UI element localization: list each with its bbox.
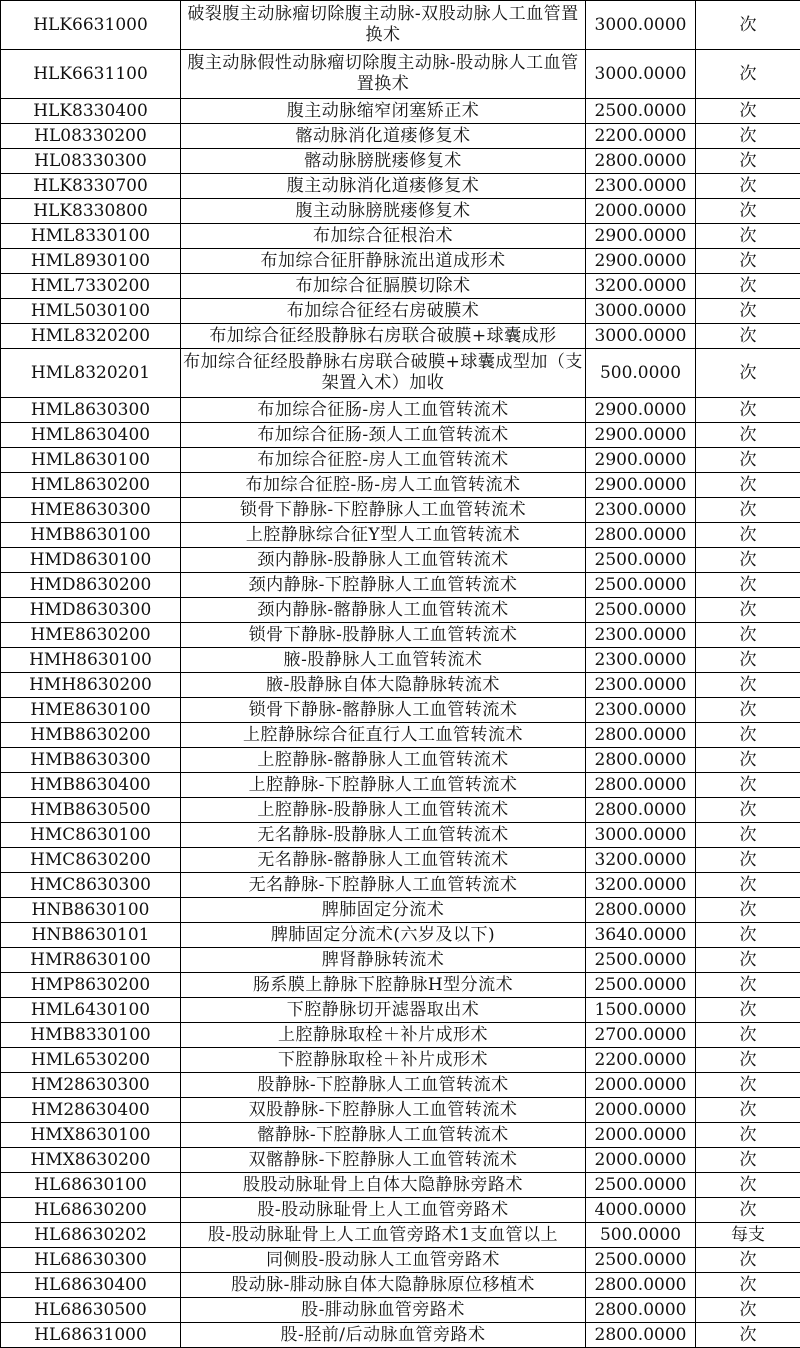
item-name-cell: 股-胫前/后动脉血管旁路术 — [181, 1323, 586, 1348]
item-name-cell: 无名静脉-股静脉人工血管转流术 — [181, 823, 586, 848]
table-row — [1, 398, 800, 423]
table-row — [1, 1223, 800, 1248]
item-name-cell: 颈内静脉-股静脉人工血管转流术 — [181, 548, 586, 573]
item-name-cell: 股-股动脉耻骨上人工血管旁路术1支血管以上 — [181, 1223, 586, 1248]
item-name-cell: 股-股动脉耻骨上人工血管旁路术 — [181, 1198, 586, 1223]
table-row — [1, 598, 800, 623]
item-name-cell: 锁骨下静脉-髂静脉人工血管转流术 — [181, 698, 586, 723]
item-code-cell: HLK6631100 — [1, 50, 181, 99]
item-price-cell: 2800.0000 — [586, 1298, 696, 1323]
table-row — [1, 923, 800, 948]
item-code-cell: HL68630202 — [1, 1223, 181, 1248]
item-name-cell: 腋-股静脉人工血管转流术 — [181, 648, 586, 673]
table-row — [1, 573, 800, 598]
table-row — [1, 149, 800, 174]
item-unit-cell: 次 — [696, 299, 800, 324]
item-code-cell: HML8930100 — [1, 249, 181, 274]
item-code-cell: HMD8630100 — [1, 548, 181, 573]
item-unit-cell: 次 — [696, 1298, 800, 1323]
item-price-cell: 3000.0000 — [586, 50, 696, 99]
item-name-cell: 腹主动脉消化道瘘修复术 — [181, 174, 586, 199]
item-unit-cell: 次 — [696, 1323, 800, 1348]
item-price-cell: 2000.0000 — [586, 1123, 696, 1148]
item-price-cell: 2700.0000 — [586, 1023, 696, 1048]
item-unit-cell: 次 — [696, 1173, 800, 1198]
table-row — [1, 723, 800, 748]
item-code-cell: HML8630300 — [1, 398, 181, 423]
item-name-cell: 下腔静脉切开滤器取出术 — [181, 998, 586, 1023]
item-name-cell: 脾肺固定分流术 — [181, 898, 586, 923]
item-code-cell: HME8630200 — [1, 623, 181, 648]
item-price-cell: 2000.0000 — [586, 1073, 696, 1098]
item-price-cell: 2800.0000 — [586, 523, 696, 548]
item-unit-cell: 次 — [696, 573, 800, 598]
item-name-cell: 布加综合征根治术 — [181, 224, 586, 249]
table-row — [1, 1023, 800, 1048]
table-row — [1, 124, 800, 149]
item-unit-cell: 次 — [696, 1048, 800, 1073]
item-unit-cell: 次 — [696, 174, 800, 199]
item-price-cell: 2800.0000 — [586, 149, 696, 174]
item-unit-cell: 次 — [696, 349, 800, 398]
table-row — [1, 1048, 800, 1073]
item-price-cell: 2000.0000 — [586, 1148, 696, 1173]
item-price-cell: 2500.0000 — [586, 948, 696, 973]
item-price-cell: 2800.0000 — [586, 798, 696, 823]
item-unit-cell: 次 — [696, 423, 800, 448]
item-unit-cell: 次 — [696, 923, 800, 948]
item-unit-cell: 次 — [696, 1073, 800, 1098]
item-price-cell: 3000.0000 — [586, 823, 696, 848]
item-code-cell: HMR8630100 — [1, 948, 181, 973]
table-row — [1, 1323, 800, 1348]
item-name-cell: 颈内静脉-下腔静脉人工血管转流术 — [181, 573, 586, 598]
item-name-cell: 上腔静脉取栓＋补片成形术 — [181, 1023, 586, 1048]
item-code-cell: HMB8630500 — [1, 798, 181, 823]
item-name-cell: 脾肺固定分流术(六岁及以下) — [181, 923, 586, 948]
item-unit-cell: 次 — [696, 523, 800, 548]
item-name-cell: 锁骨下静脉-股静脉人工血管转流术 — [181, 623, 586, 648]
table-row — [1, 423, 800, 448]
item-price-cell: 500.0000 — [586, 1223, 696, 1248]
item-name-cell: 股-腓动脉血管旁路术 — [181, 1298, 586, 1323]
table-row — [1, 1273, 800, 1298]
item-code-cell: HML8320200 — [1, 324, 181, 349]
item-code-cell: HML7330200 — [1, 274, 181, 299]
item-name-cell: 股动脉-腓动脉自体大隐静脉原位移植术 — [181, 1273, 586, 1298]
item-unit-cell: 次 — [696, 898, 800, 923]
item-code-cell: HNB8630101 — [1, 923, 181, 948]
item-code-cell: HML8330100 — [1, 224, 181, 249]
item-price-cell: 2500.0000 — [586, 548, 696, 573]
table-row — [1, 199, 800, 224]
table-row — [1, 1298, 800, 1323]
item-name-cell: 髂静脉-下腔静脉人工血管转流术 — [181, 1123, 586, 1148]
item-code-cell: HMB8630400 — [1, 773, 181, 798]
table-row — [1, 299, 800, 324]
item-name-cell: 同侧股-股动脉人工血管旁路术 — [181, 1248, 586, 1273]
item-price-cell: 4000.0000 — [586, 1198, 696, 1223]
item-unit-cell: 次 — [696, 498, 800, 523]
item-unit-cell: 次 — [696, 448, 800, 473]
item-code-cell: HMH8630200 — [1, 673, 181, 698]
table-row — [1, 1123, 800, 1148]
item-unit-cell: 每支 — [696, 1223, 800, 1248]
table-row — [1, 249, 800, 274]
item-name-cell: 腹主动脉缩窄闭塞矫正术 — [181, 99, 586, 124]
item-name-cell: 腹主动脉假性动脉瘤切除腹主动脉-股动脉人工血管置换术 — [181, 50, 586, 99]
item-name-cell: 上腔静脉综合征直行人工血管转流术 — [181, 723, 586, 748]
table-row — [1, 548, 800, 573]
item-name-cell: 布加综合征膈膜切除术 — [181, 274, 586, 299]
item-unit-cell: 次 — [696, 673, 800, 698]
item-unit-cell: 次 — [696, 149, 800, 174]
item-name-cell: 腋-股静脉自体大隐静脉转流术 — [181, 673, 586, 698]
item-price-cell: 3200.0000 — [586, 848, 696, 873]
table-row — [1, 224, 800, 249]
table-row — [1, 748, 800, 773]
item-code-cell: HMD8630200 — [1, 573, 181, 598]
item-name-cell: 布加综合征经股静脉右房联合破膜+球囊成形 — [181, 324, 586, 349]
item-code-cell: HLK8330400 — [1, 99, 181, 124]
item-code-cell: HML6430100 — [1, 998, 181, 1023]
table-row — [1, 1, 800, 50]
item-code-cell: HML6530200 — [1, 1048, 181, 1073]
item-price-cell: 3000.0000 — [586, 324, 696, 349]
item-price-cell: 2900.0000 — [586, 423, 696, 448]
item-code-cell: HL68630500 — [1, 1298, 181, 1323]
item-code-cell: HMX8630100 — [1, 1123, 181, 1148]
table-row — [1, 973, 800, 998]
item-unit-cell: 次 — [696, 648, 800, 673]
table-row — [1, 50, 800, 99]
item-code-cell: HMB8630100 — [1, 523, 181, 548]
item-unit-cell: 次 — [696, 199, 800, 224]
item-price-cell: 2000.0000 — [586, 1098, 696, 1123]
item-name-cell: 上腔静脉-髂静脉人工血管转流术 — [181, 748, 586, 773]
item-unit-cell: 次 — [696, 623, 800, 648]
item-unit-cell: 次 — [696, 948, 800, 973]
table-row — [1, 1073, 800, 1098]
item-name-cell: 锁骨下静脉-下腔静脉人工血管转流术 — [181, 498, 586, 523]
item-unit-cell: 次 — [696, 798, 800, 823]
table-row — [1, 324, 800, 349]
item-price-cell: 2500.0000 — [586, 573, 696, 598]
item-price-cell: 2800.0000 — [586, 1273, 696, 1298]
item-price-cell: 2500.0000 — [586, 99, 696, 124]
item-unit-cell: 次 — [696, 224, 800, 249]
item-code-cell: HMX8630200 — [1, 1148, 181, 1173]
item-code-cell: HLK8330800 — [1, 199, 181, 224]
item-unit-cell: 次 — [696, 1198, 800, 1223]
item-code-cell: HLK6631000 — [1, 1, 181, 50]
table-row — [1, 1098, 800, 1123]
table-row — [1, 1198, 800, 1223]
item-price-cell: 2200.0000 — [586, 1048, 696, 1073]
table-row — [1, 349, 800, 398]
item-unit-cell: 次 — [696, 1098, 800, 1123]
item-code-cell: HML5030100 — [1, 299, 181, 324]
table-row — [1, 623, 800, 648]
item-name-cell: 布加综合征腔-肠-房人工血管转流术 — [181, 473, 586, 498]
item-unit-cell: 次 — [696, 723, 800, 748]
table-row — [1, 523, 800, 548]
fee-table-body — [1, 1, 800, 1348]
item-code-cell: HL08330300 — [1, 149, 181, 174]
item-code-cell: HMB8330100 — [1, 1023, 181, 1048]
table-row — [1, 648, 800, 673]
table-row — [1, 473, 800, 498]
item-code-cell: HL68631000 — [1, 1323, 181, 1348]
item-name-cell: 下腔静脉取栓＋补片成形术 — [181, 1048, 586, 1073]
item-unit-cell: 次 — [696, 873, 800, 898]
item-name-cell: 股股动脉耻骨上自体大隐静脉旁路术 — [181, 1173, 586, 1198]
item-name-cell: 双股静脉-下腔静脉人工血管转流术 — [181, 1098, 586, 1123]
item-name-cell: 髂动脉膀胱瘘修复术 — [181, 149, 586, 174]
item-code-cell: HL08330200 — [1, 124, 181, 149]
item-price-cell: 500.0000 — [586, 349, 696, 398]
item-unit-cell: 次 — [696, 1023, 800, 1048]
item-unit-cell: 次 — [696, 124, 800, 149]
item-name-cell: 破裂腹主动脉瘤切除腹主动脉-双股动脉人工血管置换术 — [181, 1, 586, 50]
item-unit-cell: 次 — [696, 249, 800, 274]
item-unit-cell: 次 — [696, 1248, 800, 1273]
item-price-cell: 2800.0000 — [586, 748, 696, 773]
item-name-cell: 布加综合征肝静脉流出道成形术 — [181, 249, 586, 274]
item-code-cell: HL68630100 — [1, 1173, 181, 1198]
item-code-cell: HMB8630200 — [1, 723, 181, 748]
item-name-cell: 股静脉-下腔静脉人工血管转流术 — [181, 1073, 586, 1098]
item-unit-cell: 次 — [696, 1, 800, 50]
item-unit-cell: 次 — [696, 773, 800, 798]
item-price-cell: 2300.0000 — [586, 623, 696, 648]
table-row — [1, 174, 800, 199]
item-price-cell: 2800.0000 — [586, 1323, 696, 1348]
item-unit-cell: 次 — [696, 274, 800, 299]
item-code-cell: HML8630200 — [1, 473, 181, 498]
item-price-cell: 2800.0000 — [586, 773, 696, 798]
item-unit-cell: 次 — [696, 698, 800, 723]
item-price-cell: 2900.0000 — [586, 473, 696, 498]
item-unit-cell: 次 — [696, 748, 800, 773]
item-unit-cell: 次 — [696, 50, 800, 99]
item-price-cell: 3000.0000 — [586, 299, 696, 324]
item-code-cell: HMC8630200 — [1, 848, 181, 873]
item-unit-cell: 次 — [696, 324, 800, 349]
item-code-cell: HMB8630300 — [1, 748, 181, 773]
item-unit-cell: 次 — [696, 1273, 800, 1298]
item-unit-cell: 次 — [696, 998, 800, 1023]
item-code-cell: HL68630300 — [1, 1248, 181, 1273]
item-name-cell: 腹主动脉膀胱瘘修复术 — [181, 199, 586, 224]
item-price-cell: 2500.0000 — [586, 973, 696, 998]
item-name-cell: 布加综合征经股静脉右房联合破膜+球囊成型加（支架置入术）加收 — [181, 349, 586, 398]
item-price-cell: 2300.0000 — [586, 673, 696, 698]
item-name-cell: 上腔静脉-股静脉人工血管转流术 — [181, 798, 586, 823]
item-price-cell: 2900.0000 — [586, 249, 696, 274]
item-unit-cell: 次 — [696, 548, 800, 573]
item-name-cell: 布加综合征经右房破膜术 — [181, 299, 586, 324]
item-name-cell: 布加综合征肠-房人工血管转流术 — [181, 398, 586, 423]
table-row — [1, 1148, 800, 1173]
item-code-cell: HLK8330700 — [1, 174, 181, 199]
item-price-cell: 2500.0000 — [586, 1248, 696, 1273]
item-code-cell: HM28630400 — [1, 1098, 181, 1123]
item-name-cell: 无名静脉-下腔静脉人工血管转流术 — [181, 873, 586, 898]
item-price-cell: 2200.0000 — [586, 124, 696, 149]
item-unit-cell: 次 — [696, 398, 800, 423]
item-code-cell: HMC8630100 — [1, 823, 181, 848]
item-price-cell: 3000.0000 — [586, 1, 696, 50]
item-price-cell: 2500.0000 — [586, 1173, 696, 1198]
item-name-cell: 上腔静脉综合征Y型人工血管转流术 — [181, 523, 586, 548]
item-code-cell: HNB8630100 — [1, 898, 181, 923]
item-price-cell: 2300.0000 — [586, 648, 696, 673]
item-price-cell: 2800.0000 — [586, 898, 696, 923]
table-row — [1, 898, 800, 923]
item-code-cell: HMC8630300 — [1, 873, 181, 898]
item-name-cell: 髂动脉消化道瘘修复术 — [181, 124, 586, 149]
item-price-cell: 2300.0000 — [586, 698, 696, 723]
item-code-cell: HL68630200 — [1, 1198, 181, 1223]
item-name-cell: 布加综合征腔-房人工血管转流术 — [181, 448, 586, 473]
item-price-cell: 2500.0000 — [586, 598, 696, 623]
item-unit-cell: 次 — [696, 473, 800, 498]
item-code-cell: HMD8630300 — [1, 598, 181, 623]
table-row — [1, 798, 800, 823]
item-price-cell: 2800.0000 — [586, 723, 696, 748]
item-price-cell: 2900.0000 — [586, 224, 696, 249]
item-price-cell: 2000.0000 — [586, 199, 696, 224]
item-price-cell: 2300.0000 — [586, 174, 696, 199]
table-row — [1, 274, 800, 299]
table-row — [1, 848, 800, 873]
item-unit-cell: 次 — [696, 1123, 800, 1148]
item-price-cell: 2300.0000 — [586, 498, 696, 523]
table-row — [1, 498, 800, 523]
table-row — [1, 773, 800, 798]
item-code-cell: HME8630100 — [1, 698, 181, 723]
item-unit-cell: 次 — [696, 99, 800, 124]
item-price-cell: 2900.0000 — [586, 448, 696, 473]
item-code-cell: HML8630400 — [1, 423, 181, 448]
table-row — [1, 998, 800, 1023]
table-row — [1, 823, 800, 848]
item-unit-cell: 次 — [696, 1148, 800, 1173]
item-unit-cell: 次 — [696, 823, 800, 848]
item-unit-cell: 次 — [696, 848, 800, 873]
table-row — [1, 448, 800, 473]
item-code-cell: HL68630400 — [1, 1273, 181, 1298]
item-name-cell: 脾肾静脉转流术 — [181, 948, 586, 973]
table-row — [1, 698, 800, 723]
item-code-cell: HM28630300 — [1, 1073, 181, 1098]
item-unit-cell: 次 — [696, 973, 800, 998]
item-code-cell: HME8630300 — [1, 498, 181, 523]
item-code-cell: HML8320201 — [1, 349, 181, 398]
item-name-cell: 颈内静脉-髂静脉人工血管转流术 — [181, 598, 586, 623]
item-name-cell: 无名静脉-髂静脉人工血管转流术 — [181, 848, 586, 873]
table-row — [1, 1173, 800, 1198]
item-price-cell: 2900.0000 — [586, 398, 696, 423]
item-price-cell: 1500.0000 — [586, 998, 696, 1023]
item-price-cell: 3200.0000 — [586, 274, 696, 299]
item-name-cell: 肠系膜上静脉下腔静脉H型分流术 — [181, 973, 586, 998]
item-name-cell: 布加综合征肠-颈人工血管转流术 — [181, 423, 586, 448]
table-row — [1, 673, 800, 698]
item-name-cell: 上腔静脉-下腔静脉人工血管转流术 — [181, 773, 586, 798]
item-price-cell: 3200.0000 — [586, 873, 696, 898]
item-price-cell: 3640.0000 — [586, 923, 696, 948]
item-code-cell: HMP8630200 — [1, 973, 181, 998]
table-row — [1, 99, 800, 124]
table-row — [1, 948, 800, 973]
table-row — [1, 1248, 800, 1273]
table-row — [1, 873, 800, 898]
item-unit-cell: 次 — [696, 598, 800, 623]
item-code-cell: HML8630100 — [1, 448, 181, 473]
item-code-cell: HMH8630100 — [1, 648, 181, 673]
item-name-cell: 双髂静脉-下腔静脉人工血管转流术 — [181, 1148, 586, 1173]
